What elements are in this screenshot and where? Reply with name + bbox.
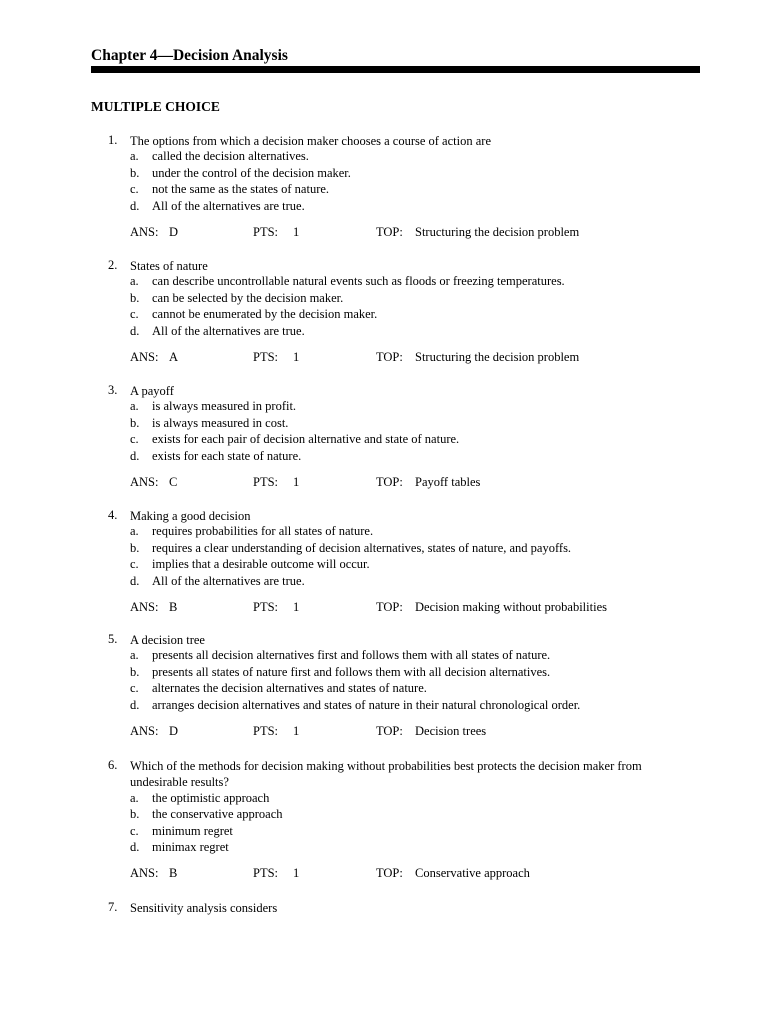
option-text: All of the alternatives are true. [152,198,305,213]
answer-option [0,807,768,823]
ans-label: ANS: [130,600,159,614]
topic-value: Conservative approach [415,866,530,881]
answer-metadata [0,350,768,366]
option-text: is always measured in cost. [152,415,289,430]
points-label: PTS: [253,475,279,489]
question-number: 5. [108,632,118,646]
answer-value: D [169,724,179,738]
topic-label: TOP: [376,724,403,738]
question-number: 7. [108,900,118,914]
answer-option [0,307,768,323]
question-stem: A payoff [130,384,174,398]
option-letter: c. [130,182,139,197]
option-text: exists for each pair of decision alternative and state of nature. [152,432,460,447]
topic-value: Decision making without probabilities [415,600,607,614]
option-letter: d. [130,840,140,854]
points-label: PTS: [253,724,279,738]
section-heading: MULTIPLE CHOICE [91,99,220,114]
title-rule [91,66,700,73]
answer-metadata [0,225,768,241]
question-stem: Which of the methods for decision making without probabilities best protects the decision maker from undesirable results? [130,759,642,790]
option-text: the optimistic approach [152,790,270,805]
answer-option [0,524,768,540]
option-letter: d. [130,573,140,588]
answer-option [0,166,768,182]
answer-option [0,291,768,307]
option-text: All of the alternatives are true. [152,323,305,338]
option-letter: a. [130,524,139,539]
topic-value: Payoff tables [415,475,481,489]
option-letter: a. [130,399,139,414]
topic-value: Structuring the decision problem [415,225,580,239]
ans-label: ANS: [130,866,159,881]
answer-metadata [0,866,768,882]
question-stem: States of nature [130,259,208,273]
answer-option [0,182,768,198]
option-text: presents all states of nature first and follows them with all decision alternatives. [152,664,551,679]
option-text: can be selected by the decision maker. [152,290,344,305]
option-letter: a. [130,790,139,805]
option-text: requires a clear understanding of decision alternatives, states of nature, and payoffs. [152,540,572,555]
option-letter: b. [130,664,140,679]
answer-value: A [169,350,179,364]
option-text: not the same as the states of nature. [152,182,330,197]
answer-option [0,399,768,415]
option-text: can describe uncontrollable natural events such as floods or freezing temperatures. [152,274,565,289]
option-text: cannot be enumerated by the decision maker. [152,307,378,322]
answer-option [0,432,768,448]
topic-label: TOP: [376,225,403,239]
option-text: minimum regret [152,823,233,838]
points-value: 1 [293,475,300,489]
option-text: called the decision alternatives. [152,149,309,164]
question-number: 2. [108,258,118,272]
points-value: 1 [293,225,300,239]
option-text: under the control of the decision maker. [152,165,351,180]
question-number: 6. [108,758,118,772]
points-label: PTS: [253,600,279,614]
ans-label: ANS: [130,350,159,364]
answer-metadata [0,724,768,740]
option-letter: d. [130,323,140,338]
ans-label: ANS: [130,724,159,738]
option-text: implies that a desirable outcome will occur. [152,557,370,572]
option-letter: a. [130,149,139,164]
points-value: 1 [293,866,300,881]
answer-value: B [169,600,178,614]
topic-value: Decision trees [415,724,487,738]
option-letter: b. [130,165,140,180]
option-letter: b. [130,807,140,822]
option-text: is always measured in profit. [152,399,297,414]
option-letter: b. [130,415,140,430]
option-letter: c. [130,557,139,572]
topic-label: TOP: [376,475,403,489]
points-label: PTS: [253,225,279,239]
question-number: 4. [108,508,118,522]
answer-option [0,449,768,465]
option-letter: c. [130,681,139,696]
answer-option [0,824,768,840]
topic-label: TOP: [376,350,403,364]
option-letter: c. [130,307,139,322]
topic-value: Structuring the decision problem [415,350,580,364]
answer-option [0,557,768,573]
topic-label: TOP: [376,866,403,881]
points-label: PTS: [253,866,279,881]
answer-option [0,574,768,590]
answer-option [0,665,768,681]
points-value: 1 [293,350,300,364]
answer-option [0,199,768,215]
option-letter: b. [130,290,140,305]
answer-option [0,274,768,290]
answer-option [0,416,768,432]
question-stem: The options from which a decision maker chooses a course of action are [130,134,491,148]
option-text: minimax regret [152,840,229,854]
answer-option [0,681,768,697]
answer-metadata [0,600,768,616]
option-letter: d. [130,448,140,463]
points-label: PTS: [253,350,279,364]
question-stem: A decision tree [130,633,205,647]
question-stem: Making a good decision [130,509,251,523]
answer-option [0,791,768,807]
option-text: All of the alternatives are true. [152,573,305,588]
option-text: presents all decision alternatives first and follows them with all states of nature. [152,648,551,663]
answer-option [0,698,768,714]
answer-value: D [169,225,179,239]
option-text: the conservative approach [152,807,283,822]
option-letter: d. [130,697,140,712]
topic-label: TOP: [376,600,403,614]
option-text: exists for each state of nature. [152,448,302,463]
option-letter: a. [130,274,139,289]
option-letter: d. [130,198,140,213]
option-text: alternates the decision alternatives and states of nature. [152,681,427,696]
option-letter: c. [130,432,139,447]
question-number: 1. [108,133,118,147]
answer-value: C [169,475,178,489]
option-letter: b. [130,540,140,555]
chapter-title: Chapter 4—Decision Analysis [91,47,288,64]
option-letter: a. [130,648,139,663]
option-text: requires probabilities for all states of nature. [152,524,374,539]
option-letter: c. [130,823,139,838]
answer-value: B [169,866,178,881]
ans-label: ANS: [130,225,159,239]
answer-metadata [0,475,768,491]
answer-option [0,840,768,856]
answer-option [0,324,768,340]
option-text: arranges decision alternatives and states of nature in their natural chronological order. [152,697,581,712]
answer-option [0,149,768,165]
ans-label: ANS: [130,475,159,489]
question-number: 3. [108,383,118,397]
answer-option [0,541,768,557]
points-value: 1 [293,600,300,614]
points-value: 1 [293,724,300,738]
answer-option [0,648,768,664]
question-stem: Sensitivity analysis considers [130,901,278,915]
